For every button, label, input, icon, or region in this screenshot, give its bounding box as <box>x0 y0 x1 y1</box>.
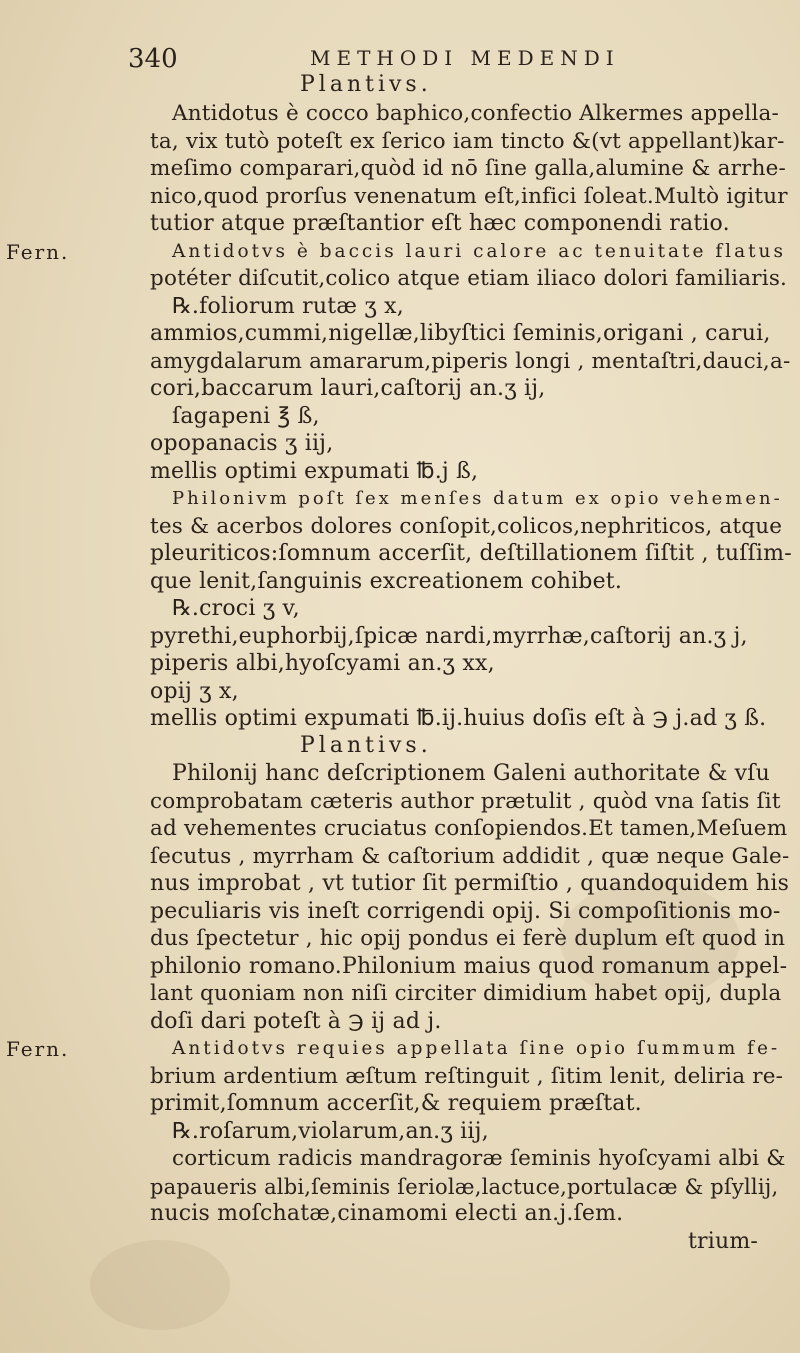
running-head: METHODI MEDENDI <box>310 46 620 70</box>
text-line: potéter diſcutit,colico atque etiam iliaco dolori familiaris. <box>150 266 788 291</box>
text-line: tes & acerbos dolores conſopit,colicos,nephriticos, atque <box>150 513 783 539</box>
text-line: lant quoniam non niſi circiter dimidium habet opij, dupla <box>150 981 782 1006</box>
recipe-line: corticum radicis mandragoræ ſeminis hyoſcyami albi & <box>172 1146 786 1171</box>
page-number: 340 <box>128 44 178 74</box>
recipe-line: papaueris albi,ſeminis ſeriolæ,lactuce,portulacæ & pſyllij, <box>150 1174 779 1199</box>
recipe-line: pyrethi,euphorbij,ſpicæ nardi,myrrhæ,caſtorij an.ʒ j, <box>150 623 748 649</box>
recipe-line: mellis optimi expumati ℔.j ß, <box>150 458 479 484</box>
text-line: ad vehementes cruciatus conſopiendos.Et tamen,Meſuem <box>150 816 788 841</box>
page-header <box>128 44 768 74</box>
recipe-line: ℞.roſarum,violarum,an.ʒ iij, <box>172 1118 489 1144</box>
text-line: philonio romano.Philonium maius quod romanum appel- <box>150 953 788 979</box>
text-line: Antidotvs è baccis lauri calore ac tenuitate flatus <box>172 240 786 262</box>
recipe-line: ſagapeni ℥ ß, <box>172 403 320 429</box>
text-line: que lenit,ſanguinis excreationem cohibet. <box>150 568 623 594</box>
recipe-line: ℞.croci ʒ v, <box>172 596 300 621</box>
text-line: nico,quod prorſus venenatum eſt,infici ſoleat.Multò igitur <box>150 183 788 209</box>
recipe-line: ℞.foliorum rutæ ʒ x, <box>172 293 404 319</box>
recipe-line: piperis albi,hyoſcyami an.ʒ xx, <box>150 651 495 676</box>
text-line: pleuriticos:ſomnum accerſit, deſtillationem ſiſtit , tuſſim- <box>150 541 792 566</box>
text-line: dus ſpectetur , hic opij pondus ei ferè duplum eſt quod in <box>150 926 786 951</box>
margin-note-fern: Fern. <box>6 239 70 264</box>
text-line: ſecutus , myrrham & caſtorium addidit , quæ neque Gale- <box>150 843 790 869</box>
paper-stain <box>90 1240 230 1330</box>
text-line: Antidotvs requies appellata ſine opio ſummum fe- <box>172 1038 781 1059</box>
section-head-plantius: Plantivs. <box>300 732 432 758</box>
margin-note-fern: Fern. <box>6 1037 70 1061</box>
text-line: ta, vix tutò poteſt ex ſerico iam tincto &(vt appellant)kar- <box>150 128 785 154</box>
section-head-plantius: Plantivs. <box>300 72 432 97</box>
text-line: doſi dari poteſt à ℈ ij ad j. <box>150 1008 442 1034</box>
text-line: comprobatam cæteris author prætulit , quòd vna ſatis ſit <box>150 788 781 814</box>
recipe-line: ammios,cummi,nigellæ,libyſtici ſeminis,origani , carui, <box>150 321 771 346</box>
text-line: nus improbat , vt tutior ſit permiſtio , quandoquidem his <box>150 871 790 896</box>
catchword: trium- <box>688 1228 759 1254</box>
text-line: tutior atque præſtantior eſt hæc componendi ratio. <box>150 211 730 236</box>
text-line: meſimo comparari,quòd id nō ſine galla,alumine & arrhe- <box>150 156 787 181</box>
recipe-line: opopanacis ʒ iij, <box>150 431 334 456</box>
recipe-line: nucis moſchatæ,cinamomi electi an.j.ſem. <box>150 1201 624 1226</box>
text-line: primit,ſomnum accerſit,& requiem præſtat. <box>150 1091 642 1116</box>
recipe-line: opij ʒ x, <box>150 678 239 704</box>
text-line: Philonivm poſt ſex menſes datum ex opio vehemen- <box>172 488 783 509</box>
text-line: Philonij hanc deſcriptionem Galeni authoritate & vſu <box>172 761 771 786</box>
recipe-line: mellis optimi expumati ℔.ij.huius doſis eſt à ℈ j.ad ʒ ß. <box>150 706 767 731</box>
text-line: peculiaris vis ineſt corrigendi opij. Si compoſitionis mo- <box>150 898 781 924</box>
text-line: Antidotus è cocco baphico,confectio Alkermes appella- <box>172 101 780 126</box>
recipe-line: amygdalarum amararum,piperis longi , mentaſtri,dauci,a- <box>150 348 791 374</box>
recipe-line: cori,baccarum lauri,caſtorij an.ʒ ij, <box>150 376 546 401</box>
text-line: brium ardentium æſtum reſtinguit , ſitim lenit, deliria re- <box>150 1063 784 1089</box>
